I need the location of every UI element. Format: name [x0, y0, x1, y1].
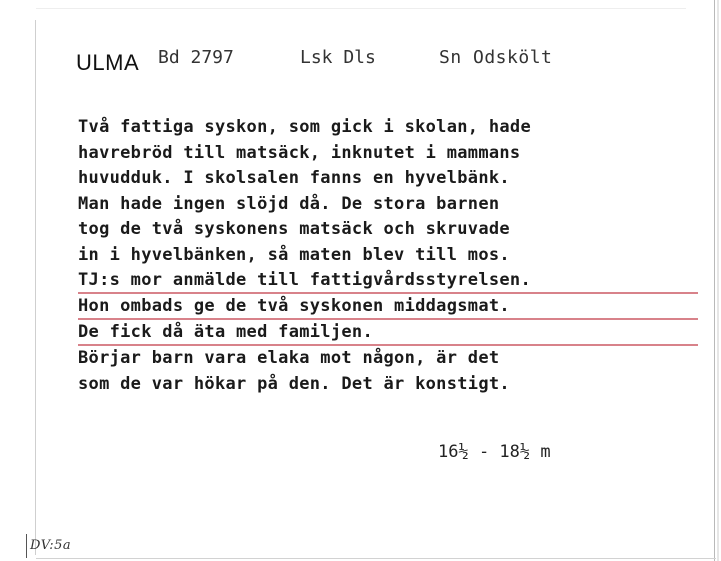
- text-line: som de var hökar på den. Det är konstigt.: [78, 373, 510, 394]
- text-line: Börjar barn vara elaka mot någon, är det: [78, 348, 500, 368]
- card-right-shadow: [717, 0, 719, 561]
- corner-note: DV:5a: [30, 538, 72, 553]
- card-right-edge: [714, 0, 715, 561]
- text-line: Två fattiga syskon, som gick i skolan, hade: [78, 117, 531, 137]
- parish: Sn Odskölt: [439, 47, 553, 68]
- text-line: Man hade ingen slöjd då. De stora barnen: [78, 193, 500, 214]
- underlined-text-line: Hon ombads ge de två syskonen middagsmat.: [78, 294, 698, 320]
- underlined-text-line: De fick då äta med familjen.: [78, 320, 698, 346]
- card-top-edge: [36, 8, 686, 9]
- card-bottom-edge: [36, 558, 716, 559]
- card-left-margin-line: [35, 20, 36, 555]
- corner-mark: [26, 534, 27, 558]
- archive-label: ULMA: [76, 50, 140, 75]
- underlined-text-line: TJ:s mor anmälde till fattigvårdsstyrelsen.: [78, 268, 698, 294]
- text-line: havrebröd till matsäck, inknutet i mammans: [78, 142, 521, 163]
- text-line: tog de två syskonens matsäck och skruvade: [78, 219, 510, 239]
- typed-text: [78, 115, 698, 397]
- text-line: in i hyvelbänken, så maten blev till mos.: [78, 244, 510, 265]
- province: Lsk Dls: [300, 47, 376, 68]
- card-header: [76, 40, 686, 80]
- text-line: huvudduk. I skolsalen fanns en hyvelbänk.: [78, 168, 510, 188]
- record-number: Bd 2797: [158, 47, 234, 68]
- length-stamp: 16½ - 18½ m: [438, 442, 551, 462]
